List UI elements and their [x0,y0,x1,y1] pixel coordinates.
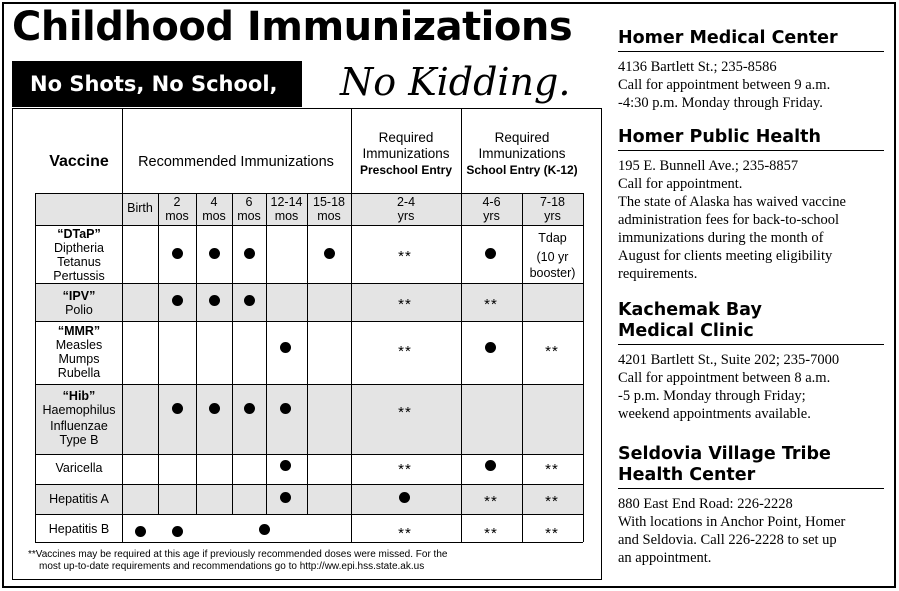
provider-name-line: Health Center [618,465,756,485]
age-4-6-top: 4-6 [482,195,501,209]
provider-line: -4:30 p.m. Monday through Friday. [618,95,823,111]
footnote-line-1: **Vaccines may be required at this age if previously recommended doses were missed. For the [28,549,448,560]
footnote-line-2: most up-to-date requirements and recommendations go to http://ww.epi.hss.state.ak.us [39,561,425,572]
age-15-18-top: 15-18 [313,195,345,209]
tdap-note-l1: Tdap [538,231,567,245]
age-6mos [232,195,266,223]
provider-line: 4201 Bartlett St., Suite 202; 235-7000 [618,352,840,368]
provider-line: requirements. [618,266,698,282]
age-4mos [196,195,232,223]
age-4mos-bottom: mos [202,209,226,223]
banner: No Shots, No School, [12,61,302,107]
age-15-18-bottom: mos [317,209,341,223]
vaccine-hepatitis-a: Hepatitis A [49,492,109,506]
dose-dot [209,248,220,259]
dose-dot [280,460,291,471]
tdap-note [522,230,583,281]
grid-v-122b [122,514,123,542]
vaccine-ipv-sub1: Polio [65,303,93,317]
vaccine-hepatitis-b: Hepatitis B [48,522,110,536]
asterisk-mark: ** [398,248,412,265]
asterisk-mark: ** [398,404,412,421]
footnote [28,549,447,573]
grid-h-283 [35,283,583,284]
age-2-4yrs [351,195,461,223]
dose-dot [172,403,183,414]
dose-dot [135,526,146,537]
age-7-18-top: 7-18 [539,195,566,209]
age-6mos-top: 6 [245,195,253,209]
grid-v-196 [196,193,197,514]
provider-name [618,300,884,345]
school-header-l3: School Entry (K-12) [466,163,578,177]
dose-dot [172,295,183,306]
asterisk-mark: ** [545,343,559,360]
provider-name [618,28,884,52]
provider-name [618,444,884,489]
asterisk-mark: ** [545,525,559,542]
grid-h-193 [35,193,583,194]
school-header-l2: Immunizations [478,146,566,161]
dose-dot [172,248,183,259]
grid-h-542 [35,542,583,543]
provider-line: Call for appointment between 9 a.m. [618,77,831,93]
vaccine-dtap-sub2: Tetanus [57,255,101,269]
age-birth-label: Birth [127,201,153,215]
dose-dot [485,460,496,471]
provider-line: -5 p.m. Monday through Friday; [618,388,806,404]
provider-homer-medical [618,28,884,112]
preschool-header-l2: Immunizations [362,146,450,161]
provider-name-line: Homer Public Health [618,127,821,147]
preschool-header-l3: Preschool Entry [359,163,453,177]
vaccine-hib-sub2: Influenzae [50,419,108,433]
age-7-18yrs [522,195,583,223]
provider-seldovia [618,444,884,567]
provider-line: immunizations during the month of [618,230,824,246]
age-7-18-bottom: yrs [544,209,561,223]
vaccine-mmr [36,324,122,380]
provider-line: 195 E. Bunnell Ave.; 235-8857 [618,158,799,174]
provider-line: weekend appointments available. [618,406,811,422]
page-title: Childhood Immunizations [12,4,573,50]
dose-dot [280,403,291,414]
age-2-4-top: 2-4 [396,195,416,209]
grid-v-35 [35,193,36,542]
tagline: No Kidding. [340,60,571,104]
grid-v-232 [232,193,233,514]
age-6mos-bottom: mos [237,209,261,223]
preschool-header-l1: Required [378,130,434,145]
vaccine-dtap-name: “DTaP” [57,227,101,241]
age-4mos-top: 4 [210,195,218,209]
age-2mos [158,195,196,223]
provider-line: 880 East End Road: 226-2228 [618,496,793,512]
grid-v-307 [307,193,308,514]
vaccine-header: Vaccine [49,153,109,170]
age-2mos-top: 2 [173,195,181,209]
age-12-14mos [266,195,307,223]
preschool-header [351,130,461,178]
grid-h-321 [35,321,583,322]
provider-name-line: Homer Medical Center [618,28,838,48]
provider-name-line: Medical Clinic [618,321,754,341]
provider-kachemak-bay [618,300,884,423]
grid-h-454 [35,454,583,455]
dose-dot [259,524,270,535]
vaccine-dtap [36,227,122,283]
provider-name [618,127,884,151]
provider-name-line: Seldovia Village Tribe [618,444,831,464]
age-4-6-bottom: yrs [483,209,500,223]
school-header-l1: Required [494,130,550,145]
grid-v-266 [266,193,267,514]
provider-name-line: Kachemak Bay [618,300,762,320]
vaccine-dtap-sub1: Diptheria [53,241,105,255]
provider-line: With locations in Anchor Point, Homer [618,514,846,530]
dose-dot [244,248,255,259]
dose-dot [280,342,291,353]
asterisk-mark: ** [398,525,412,542]
dose-dot [399,492,410,503]
grid-v-351b [351,514,352,542]
provider-line: Call for appointment between 8 a.m. [618,370,831,386]
grid-v-522 [522,193,523,542]
dose-dot [209,295,220,306]
grid-v-461b [461,514,462,542]
provider-line: an appointment. [618,550,712,566]
age-2-4-bottom: yrs [397,209,415,223]
dose-dot [280,492,291,503]
age-12-14-top: 12-14 [270,195,303,209]
vaccine-mmr-name: “MMR” [57,324,101,338]
asterisk-mark: ** [545,461,559,478]
recommended-header: Recommended Immunizations [138,154,334,170]
asterisk-mark: ** [484,296,498,313]
school-header [461,130,583,178]
grid-h-384 [35,384,583,385]
age-birth [122,201,158,215]
grid-v-583 [583,193,584,542]
age-2mos-bottom: mos [165,209,189,223]
asterisk-mark: ** [484,493,498,510]
age-12-14-bottom: mos [274,209,299,223]
provider-line: August for clients meeting eligibility [618,248,833,264]
asterisk-mark: ** [484,525,498,542]
vaccine-varicella: Varicella [55,461,103,475]
provider-line: The state of Alaska has waived vaccine [618,194,846,210]
dose-dot [485,342,496,353]
asterisk-mark: ** [398,461,412,478]
dose-dot [244,295,255,306]
dose-dot [209,403,220,414]
asterisk-mark: ** [545,493,559,510]
provider-homer-public-health [618,127,884,283]
grid-h-514 [35,514,583,515]
provider-line: administration fees for back-to-school [618,212,840,228]
vaccine-hib-name: “Hib” [62,389,96,403]
dose-dot [244,403,255,414]
vaccine-ipv-name: “IPV” [62,289,96,303]
vaccine-hib-sub3: Type B [59,433,99,447]
vaccine-mmr-sub3: Rubella [57,366,101,380]
vaccine-ipv [36,289,122,317]
asterisk-mark: ** [398,296,412,313]
grid-v-158 [158,193,159,514]
dose-dot [485,248,496,259]
tdap-note-l2: (10 yr [536,250,569,264]
dose-dot [324,248,335,259]
provider-line: and Seldovia. Call 226-2228 to set up [618,532,837,548]
tdap-note-l3: booster) [529,266,576,280]
provider-line: 4136 Bartlett St.; 235-8586 [618,59,777,75]
grid-h-225 [35,225,583,226]
dose-dot [172,526,183,537]
vaccine-hib-sub1: Haemophilus [42,403,116,417]
vaccine-hib [36,389,122,447]
vaccine-dtap-sub3: Pertussis [53,269,105,283]
vaccine-mmr-sub2: Mumps [58,352,100,366]
vaccine-mmr-sub1: Measles [55,338,103,352]
provider-line: Call for appointment. [618,176,743,192]
age-4-6yrs [461,195,522,223]
grid-h-484 [35,484,583,485]
age-15-18mos [307,195,351,223]
asterisk-mark: ** [398,343,412,360]
